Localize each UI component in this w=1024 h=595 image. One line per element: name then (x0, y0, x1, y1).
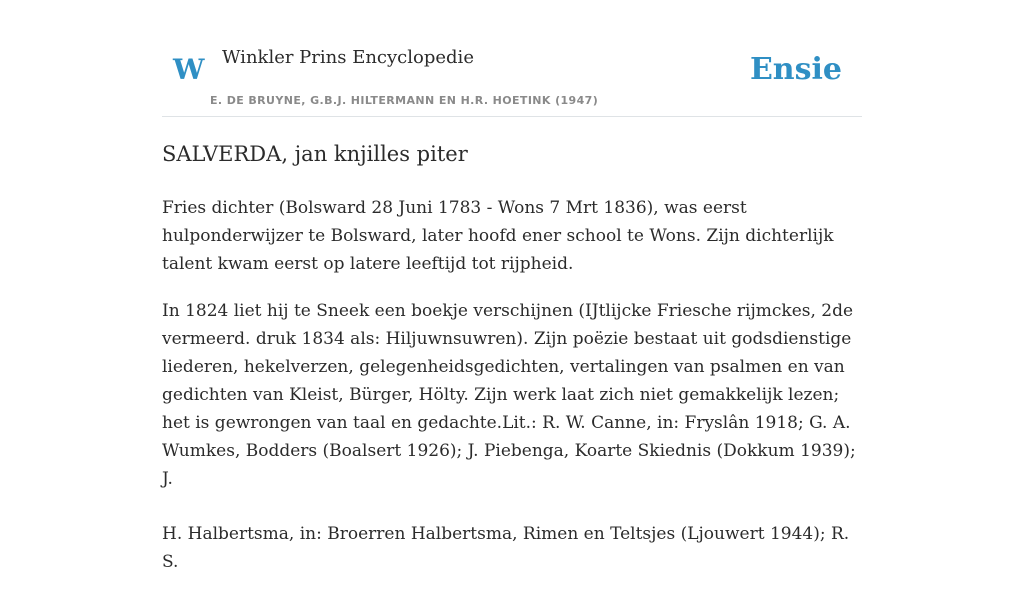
site-logo[interactable]: W (173, 53, 205, 86)
site-title[interactable]: Winkler Prins Encyclopedie (222, 47, 474, 68)
site-header (162, 0, 862, 117)
page-title: SALVERDA, jan knjilles piter (162, 142, 468, 166)
site-authors: E. DE BRUYNE, G.B.J. HILTERMANN EN H.R. HOETINK (1947) (210, 94, 599, 107)
entry-content (162, 138, 862, 595)
entry-paragraph-3: H. Halbertsma, in: Broerren Halbertsma, Rimen en Teltsjes (Ljouwert 1944); R. S. (162, 524, 850, 572)
entry-paragraph-1: Fries dichter (Bolsward 28 Juni 1783 - Wons 7 Mrt 1836), was eerst hulponderwijzer te Bolsward, later hoofd ener school te Wons. Zijn dichterlijk talent kwam eerst op latere leeftijd tot rijpheid. (162, 198, 834, 274)
entry-paragraph-2: In 1824 liet hij te Sneek een boekje verschijnen (IJtlijcke Friesche rijmckes, 2de vermeerd. druk 1834 als: Hiljuwnsuwren). Zijn poëzie bestaat uit godsdienstige liederen, hekelverzen, gelegenheidsgedichten, vertalingen van psalmen en van gedichten van Kleist, Bürger, Hölty. Zijn werk laat zich niet gemakkelijk lezen; het is gewrongen van taal en gedachte.Lit.: R. W. Canne, in: Fryslân 1918; G. A. Wumkes, Bodders (Boalsert 1926); J. Piebenga, Koarte Skiednis (Dokkum 1939); J. (162, 301, 856, 489)
brand-link[interactable]: Ensie (749, 52, 842, 87)
